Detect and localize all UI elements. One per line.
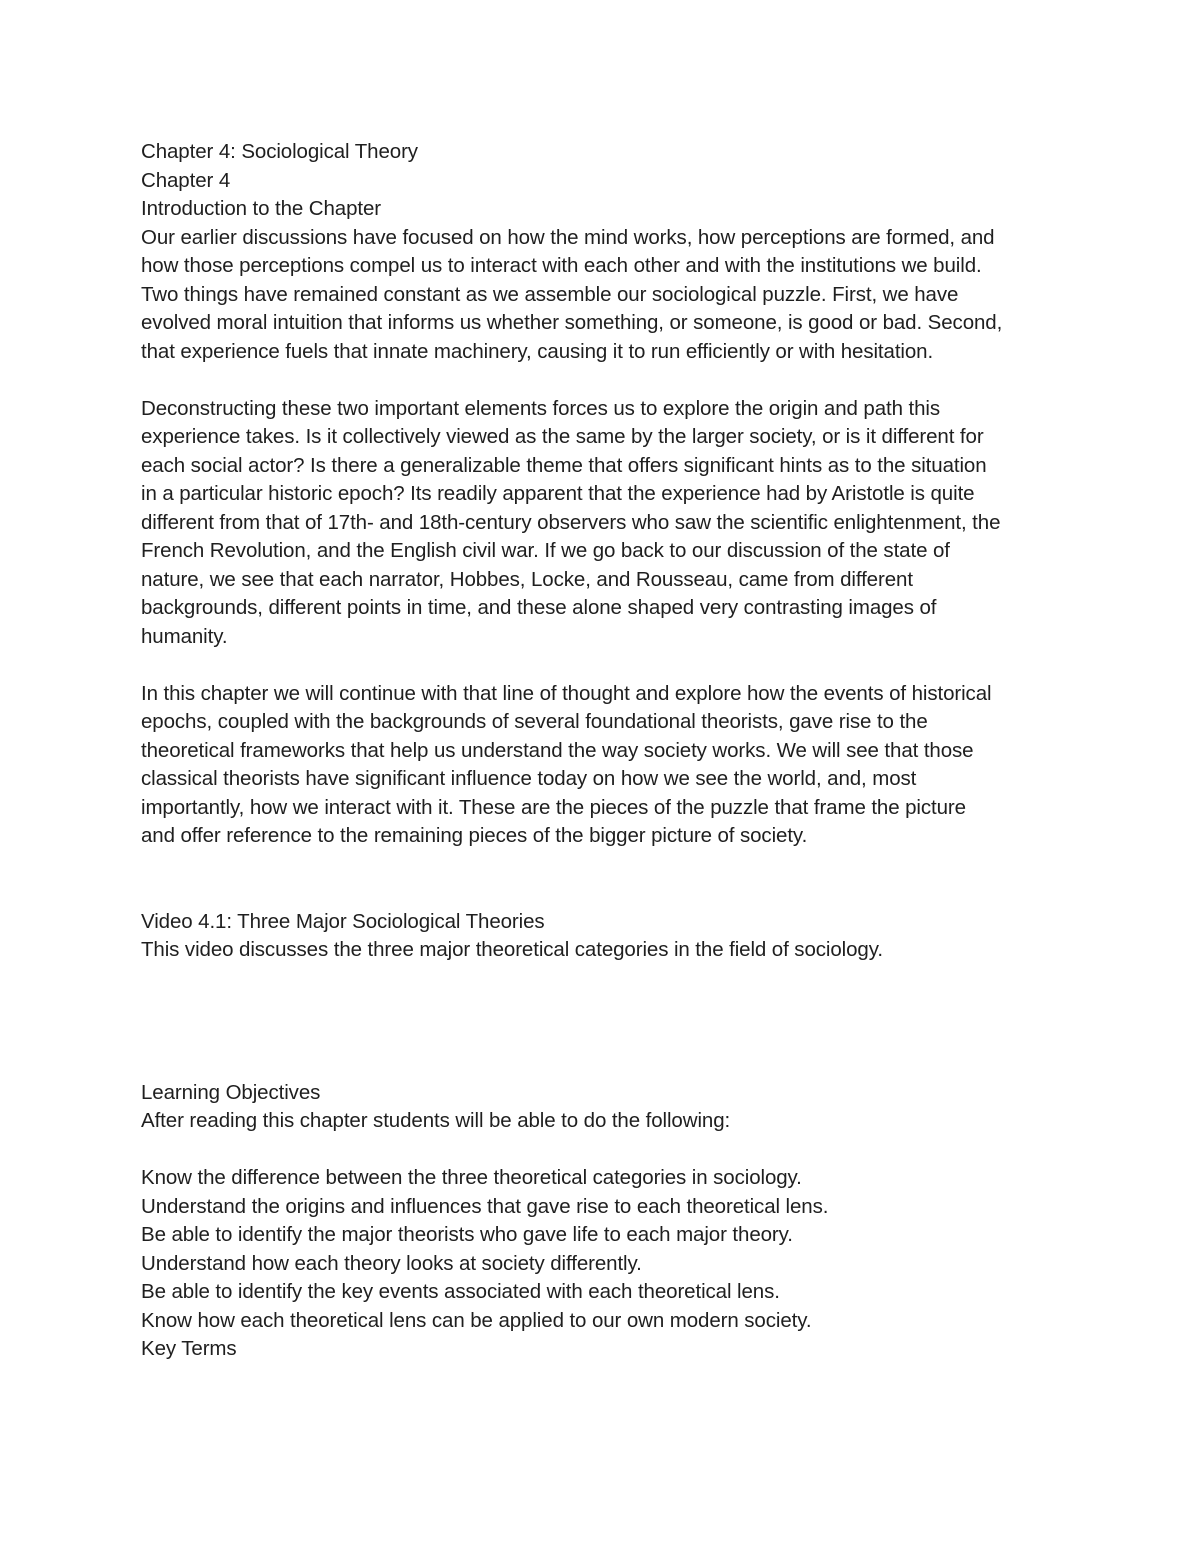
paragraph-line: Deconstructing these two important elements forces us to explore the origin and path this [141,396,941,420]
paragraph-line: experience takes. Is it collectively viewed as the same by the larger society, or is it different for [141,425,984,448]
paragraph-line: French Revolution, and the English civil war. If we go back to our discussion of the state of [141,539,950,562]
learning-objectives-intro: After reading this chapter students will be able to do the following: [141,1109,731,1132]
paragraph-line: different from that of 17th- and 18th-century observers who saw the scientific enlightenment, the [141,510,1001,534]
video-description: This video discusses the three major theoretical categories in the field of sociology. [141,938,883,961]
objective-item: Know how each theoretical lens can be applied to our own modern society. [141,1308,812,1332]
paragraph-line: each social actor? Is there a generalizable theme that offers significant hints as to the situation [141,453,987,477]
document-title: Chapter 4: Sociological Theory [141,140,418,163]
learning-objectives-list [141,1164,1071,1335]
objective-item: Understand how each theory looks at society differently. [141,1251,642,1275]
objective-item: Be able to identify the major theorists who gave life to each major theory. [141,1223,793,1246]
paragraph-line: classical theorists have significant influence today on how we see the world, and, most [141,767,917,790]
paragraph-spacer [141,1136,1071,1165]
learning-objectives-heading: Learning Objectives [141,1080,321,1104]
paragraph-line: how those perceptions compel us to interact with each other and with the institutions we build. [141,254,982,277]
paragraph-line: In this chapter we will continue with that line of thought and explore how the events of historical [141,681,992,705]
paragraph-line: humanity. [141,624,228,648]
intro-paragraph-2 [141,395,1071,652]
paragraph-line: nature, we see that each narrator, Hobbes, Locke, and Rousseau, came from different [141,567,913,591]
paragraph-line: that experience fuels that innate machinery, causing it to run efficiently or with hesitation. [141,339,934,363]
intro-paragraph-3 [141,680,1071,851]
chapter-label: Chapter 4 [141,168,231,192]
paragraph-line: Our earlier discussions have focused on how the mind works, how perceptions are formed, and [141,225,995,249]
intro-paragraph-1 [141,224,1071,367]
paragraph-line: importantly, how we interact with it. These are the pieces of the puzzle that frame the picture [141,795,966,819]
paragraph-spacer [141,651,1071,680]
document-body [141,138,1071,1364]
objective-item: Know the difference between the three theoretical categories in sociology. [141,1166,802,1189]
paragraph-line: theoretical frameworks that help us understand the way society works. We will see that those [141,738,974,762]
section-spacer [141,851,1071,908]
paragraph-spacer [141,366,1071,395]
objective-item: Be able to identify the key events associated with each theoretical lens. [141,1280,780,1303]
paragraph-line: backgrounds, different points in time, and these alone shaped very contrasting images of [141,596,937,619]
key-terms-heading: Key Terms [141,1337,237,1360]
objective-item: Understand the origins and influences that gave rise to each theoretical lens. [141,1194,829,1218]
video-title: Video 4.1: Three Major Sociological Theories [141,909,545,933]
paragraph-line: and offer reference to the remaining pieces of the bigger picture of society. [141,824,808,847]
paragraph-line: Two things have remained constant as we assemble our sociological puzzle. First, we have [141,282,959,306]
intro-heading: Introduction to the Chapter [141,197,382,220]
paragraph-line: evolved moral intuition that informs us whether something, or someone, is good or bad. Second, [141,311,1003,334]
section-spacer [141,965,1071,1079]
paragraph-line: in a particular historic epoch? Its readily apparent that the experience had by Aristotle is quite [141,482,975,505]
paragraph-line: epochs, coupled with the backgrounds of several foundational theorists, gave rise to the [141,710,928,733]
